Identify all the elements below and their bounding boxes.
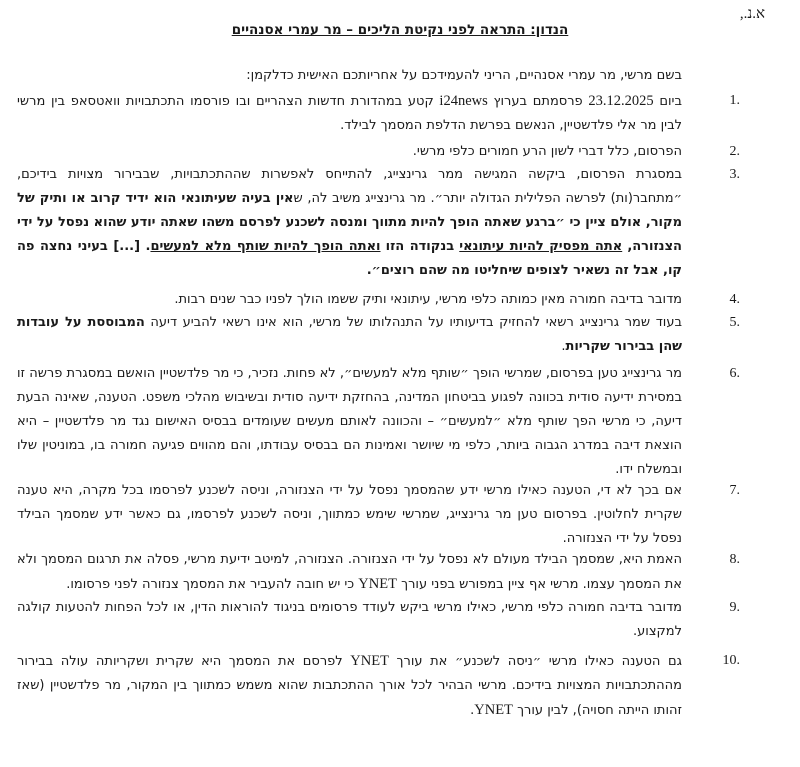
underlined-quote: ואתה הופך להיות שותף מלא למעשים (150, 239, 381, 254)
paragraph-text: הפרסום, כלל דברי לשון הרע חמורים כלפי מרשי. (412, 144, 682, 159)
paragraph-text: מדובר בדיבה חמורה כלפי מרשי, כאילו מרשי ביקש לעודד פרסומים בניגוד להוראות הדין, או לכל הפחות להטעות קולגה למקצוע. (17, 600, 682, 639)
intro-text: בשם מרשי, מר עמרי אסנהיים, הריני להעמידכם על אחריותכם האישית כדלקמן: (246, 68, 682, 83)
paragraph-number: 4. (729, 292, 740, 307)
paragraph-text: פרסמתם בערוץ (493, 94, 583, 109)
punctuation: . (561, 339, 566, 354)
channel-name: i24news (439, 93, 488, 109)
paragraph-number: 6. (729, 366, 740, 381)
paragraph-text: האמת היא, שמסמך הבילד מעולם לא נפסל על ידי הצנזורה. הצנזורה, למיטב ידיעת מרשי, פסלה את תרגום המסמך ולא את המסמך עצמו. מרשי אף ציין במפורש בפני עורך (17, 552, 682, 592)
paragraph-number: 3. (729, 167, 740, 182)
paragraph-number: 9. (729, 600, 740, 615)
paragraph-9 (17, 596, 740, 644)
paragraph-10 (17, 649, 740, 723)
bold-quote: אין בעיה שעיתונאי הוא ידיד קרוב או ותיק של מקור, אולם ציין כי ״ברגע שאתה הופך להיות מתווך ומנסה לשכנע לפרסם משהו שאתה יודע שהוא נפסל על ידי הצנזורה, (17, 191, 682, 254)
paragraph-number: 1. (729, 93, 740, 108)
underlined-quote: אתה מפסיק להיות עיתונאי (459, 239, 623, 254)
paragraph-number: 7. (729, 483, 740, 498)
ynet-name: YNET (350, 653, 389, 669)
paragraph-text: בעוד שמר גרינצייג רשאי להחזיק בדיעותיו על התנהלותו של מרשי, הוא אינו רשאי להביע דיעה (150, 315, 682, 330)
paragraph-7 (17, 479, 740, 551)
ynet-name: YNET (474, 702, 513, 718)
bold-text: המבוססת על עובדות שהן בבירור שקריות (17, 315, 682, 354)
paragraph-text: כי יש חובה להעביר את המסמך צנזורה לפני פרסומו. (66, 577, 355, 592)
subject-line: הנדון: התראה לפני נקיטת הליכים – מר עמרי אסנהיים (231, 22, 569, 38)
paragraph-2 (17, 140, 740, 164)
paragraph-4 (17, 288, 740, 312)
paragraph-text: אם בכך לא די, הטענה כאילו מרשי ידע שהמסמך נפסל על ידי הצנזורה, וניסה לשכנע לפרסמו בכל מקרה, היא טענה שקרית לחלוטין. בפרסום טען מר גרינצייג, שמרשי שימש כמתווך, וניסה לשכנע לפרסמו, גם כאשר ידע שמסמך הבילד נפסל על ידי הצנזורה. (17, 483, 682, 546)
bold-quote: בנקודה הזו (385, 239, 455, 254)
paragraph-1 (17, 89, 740, 138)
paragraph-8 (17, 548, 740, 597)
paragraph-number: 2. (729, 144, 740, 159)
date-text: 23.12.2025 (588, 93, 654, 109)
paragraph-text: קטע במהדורת חדשות הצהריים ובו פורסמו התכתבויות וואטסאפ בין מרשי לבין מר אלי פלדשטיין, הנאשם בפרשת הדלפת המסמך לבילד. (17, 94, 682, 133)
paragraph-text: לפרסם את המסמך היא שקרית ושקריותה עולה בבירור מההתכתבויות המצויות בידיכם. מרשי הבהיר לכל אורך ההתכתבות שהוא משמש כמתווך בין המקור, מר פלדשטיין (שאז זהותו הייתה חסויה), לבין עורך (17, 654, 682, 718)
paragraph-number: 8. (729, 552, 740, 567)
paragraph-6 (17, 362, 740, 482)
ynet-name: YNET (358, 576, 397, 592)
paragraph-text: מדובר בדיבה חמורה מאין כמותה כלפי מרשי, עיתונאי ותיק ששמו הולך לפניו כבר שנים רבות. (174, 292, 682, 307)
paragraph-3 (17, 163, 740, 283)
punctuation: . (470, 703, 475, 718)
paragraph-number: 10. (722, 653, 740, 668)
paragraph-text: מר גרינצייג טען בפרסום, שמרשי הופך ״שותף מלא למעשים״, לא פחות. נזכיר, כי מר פלדשטיין הואשם במסגרת פרשה זו במסירת ידיעה סודית בכוונה לפגוע בביטחון המדינה, בהחזקת ידיעה סודית ובשיבוש מהלכי משפט. הטענה, שאינה הבעת דיעה, כי מרשי הפך שותף מלא ״למעשים״ – והכוונה לאותם מעשים שעומדים בבסיס האישום נגד מר פלדשטיין – היא הוצאת דיבה במדרג הגבוה ביותר, כלפי מי שיושר ואמינות הם בבסיס עבודתו, והם מהווים פגיעה חמורה בו, במוניטין שלו ובמשלח ידו. (17, 366, 682, 477)
paragraph-text: במסגרת הפרסום, ביקשה המגישה ממר גרינצייג, להתייחס לאפשרות שההתכתבויות, שבבירור מצויות בידיכם, ״מתחבר(ות) לפרשה הפלילית הגדולה יותר״. מר גרינצייג משיב לה, ש (17, 167, 683, 206)
paragraph-text: ביום (659, 94, 682, 109)
paragraph-5 (17, 311, 740, 359)
paragraph-number: 5. (729, 315, 740, 330)
salutation: א.נ., (739, 6, 765, 22)
paragraph-text: גם הטענה כאילו מרשי ״ניסה לשכנע״ את עורך (396, 654, 682, 669)
bold-quote: . [...] בעיני נחצה פה קו, אבל זה נשאיר לצופים שיחליטו מה שהם רוצים״. (17, 239, 682, 278)
